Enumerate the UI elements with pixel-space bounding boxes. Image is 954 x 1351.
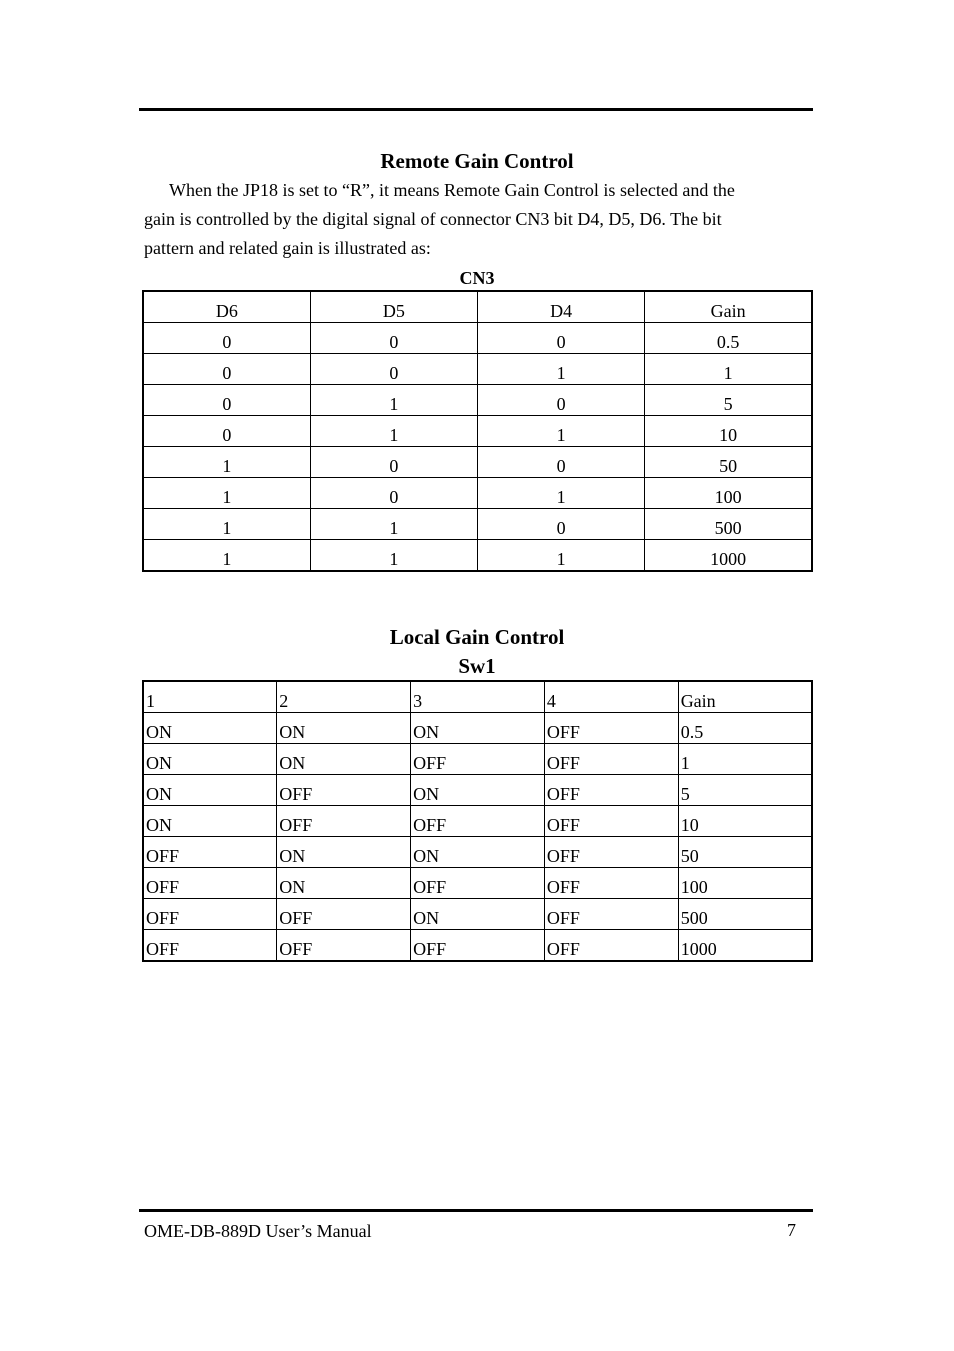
table-cell: 0 [310, 323, 477, 354]
table-row [143, 447, 812, 478]
table-cell: OFF [544, 806, 678, 837]
table-cell: 1000 [645, 540, 812, 572]
table-cell: 500 [678, 899, 812, 930]
table-cell: ON [143, 775, 277, 806]
table-cell: 0 [478, 385, 645, 416]
table-cell: 500 [645, 509, 812, 540]
column-header: 4 [544, 681, 678, 713]
paragraph-line: pattern and related gain is illustrated as: [144, 238, 431, 258]
footer-page-number: 7 [787, 1220, 796, 1240]
table-cell: 0 [310, 354, 477, 385]
table-cell: OFF [411, 806, 545, 837]
table-cell: 0 [143, 416, 310, 447]
column-header: D4 [478, 291, 645, 323]
table-row [143, 837, 812, 868]
table-cell: 5 [678, 775, 812, 806]
table-cell: 1 [143, 478, 310, 509]
table-header-row [143, 681, 812, 713]
table-cell: 50 [645, 447, 812, 478]
table-cell: 0 [478, 323, 645, 354]
table-cell: 1 [143, 509, 310, 540]
column-header: Gain [645, 291, 812, 323]
remote-gain-heading: Remote Gain Control [380, 149, 574, 173]
table-cell: OFF [143, 837, 277, 868]
table-cell: 10 [678, 806, 812, 837]
table-cell: OFF [544, 775, 678, 806]
table-cell: ON [143, 713, 277, 744]
table-cell: OFF [277, 806, 411, 837]
table-row [143, 930, 812, 962]
table-cell: OFF [544, 744, 678, 775]
table-cell: ON [143, 744, 277, 775]
table-cell: 100 [645, 478, 812, 509]
table-cell: ON [411, 713, 545, 744]
table-cell: 1 [310, 540, 477, 572]
local-gain-heading: Local Gain Control [389, 625, 565, 649]
table-cell: 5 [645, 385, 812, 416]
table-cell: OFF [277, 899, 411, 930]
table-row [143, 509, 812, 540]
cn3-table-caption: CN3 [459, 268, 495, 288]
table-cell: OFF [411, 744, 545, 775]
table-cell: ON [277, 744, 411, 775]
table-cell: ON [411, 899, 545, 930]
table-row [143, 540, 812, 572]
table-cell: OFF [143, 899, 277, 930]
table-row [143, 744, 812, 775]
table-cell: OFF [544, 899, 678, 930]
table-cell: ON [277, 713, 411, 744]
table-cell: 1 [678, 744, 812, 775]
table-row [143, 806, 812, 837]
table-cell: OFF [544, 713, 678, 744]
table-cell: 100 [678, 868, 812, 899]
table-cell: OFF [411, 868, 545, 899]
table-cell: ON [411, 775, 545, 806]
table-cell: 0 [310, 478, 477, 509]
table-cell: 1 [478, 540, 645, 572]
table-cell: 1 [478, 478, 645, 509]
paragraph-line: gain is controlled by the digital signal of connector CN3 bit D4, D5, D6. The bit [144, 209, 722, 229]
table-cell: 1 [310, 416, 477, 447]
remote-gain-paragraph [144, 176, 784, 263]
table-cell: 1 [478, 416, 645, 447]
column-header: 2 [277, 681, 411, 713]
table-cell: 1000 [678, 930, 812, 962]
table-row [143, 354, 812, 385]
table-row [143, 385, 812, 416]
column-header: Gain [678, 681, 812, 713]
paragraph-line: When the JP18 is set to “R”, it means Remote Gain Control is selected and the [169, 180, 735, 200]
table-cell: OFF [143, 868, 277, 899]
table-row [143, 478, 812, 509]
table-cell: 0 [478, 509, 645, 540]
table-cell: OFF [277, 775, 411, 806]
table-cell: 0.5 [645, 323, 812, 354]
table-row [143, 868, 812, 899]
sw1-gain-table [142, 680, 813, 962]
column-header: 3 [411, 681, 545, 713]
column-header: D6 [143, 291, 310, 323]
footer-rule [139, 1209, 813, 1212]
table-cell: ON [143, 806, 277, 837]
table-cell: ON [277, 868, 411, 899]
table-header-row [143, 291, 812, 323]
table-cell: ON [411, 837, 545, 868]
table-cell: 0 [143, 354, 310, 385]
column-header: 1 [143, 681, 277, 713]
table-row [143, 416, 812, 447]
cn3-gain-table [142, 290, 813, 572]
table-row [143, 899, 812, 930]
table-row [143, 713, 812, 744]
table-cell: OFF [544, 837, 678, 868]
table-cell: OFF [277, 930, 411, 962]
table-cell: 1 [310, 509, 477, 540]
table-cell: OFF [544, 868, 678, 899]
footer-manual-title: OME-DB-889D User’s Manual [144, 1221, 372, 1241]
table-cell: 0 [143, 385, 310, 416]
table-cell: 0 [310, 447, 477, 478]
table-cell: OFF [544, 930, 678, 962]
table-cell: 1 [478, 354, 645, 385]
table-cell: 0 [478, 447, 645, 478]
table-cell: ON [277, 837, 411, 868]
header-rule [139, 108, 813, 111]
table-cell: 1 [143, 447, 310, 478]
table-cell: 50 [678, 837, 812, 868]
table-cell: 1 [143, 540, 310, 572]
table-cell: OFF [143, 930, 277, 962]
table-cell: 1 [645, 354, 812, 385]
table-cell: OFF [411, 930, 545, 962]
table-row [143, 323, 812, 354]
sw1-table-caption: Sw1 [458, 654, 496, 678]
table-cell: 0 [143, 323, 310, 354]
table-cell: 10 [645, 416, 812, 447]
table-cell: 0.5 [678, 713, 812, 744]
table-row [143, 775, 812, 806]
table-cell: 1 [310, 385, 477, 416]
column-header: D5 [310, 291, 477, 323]
